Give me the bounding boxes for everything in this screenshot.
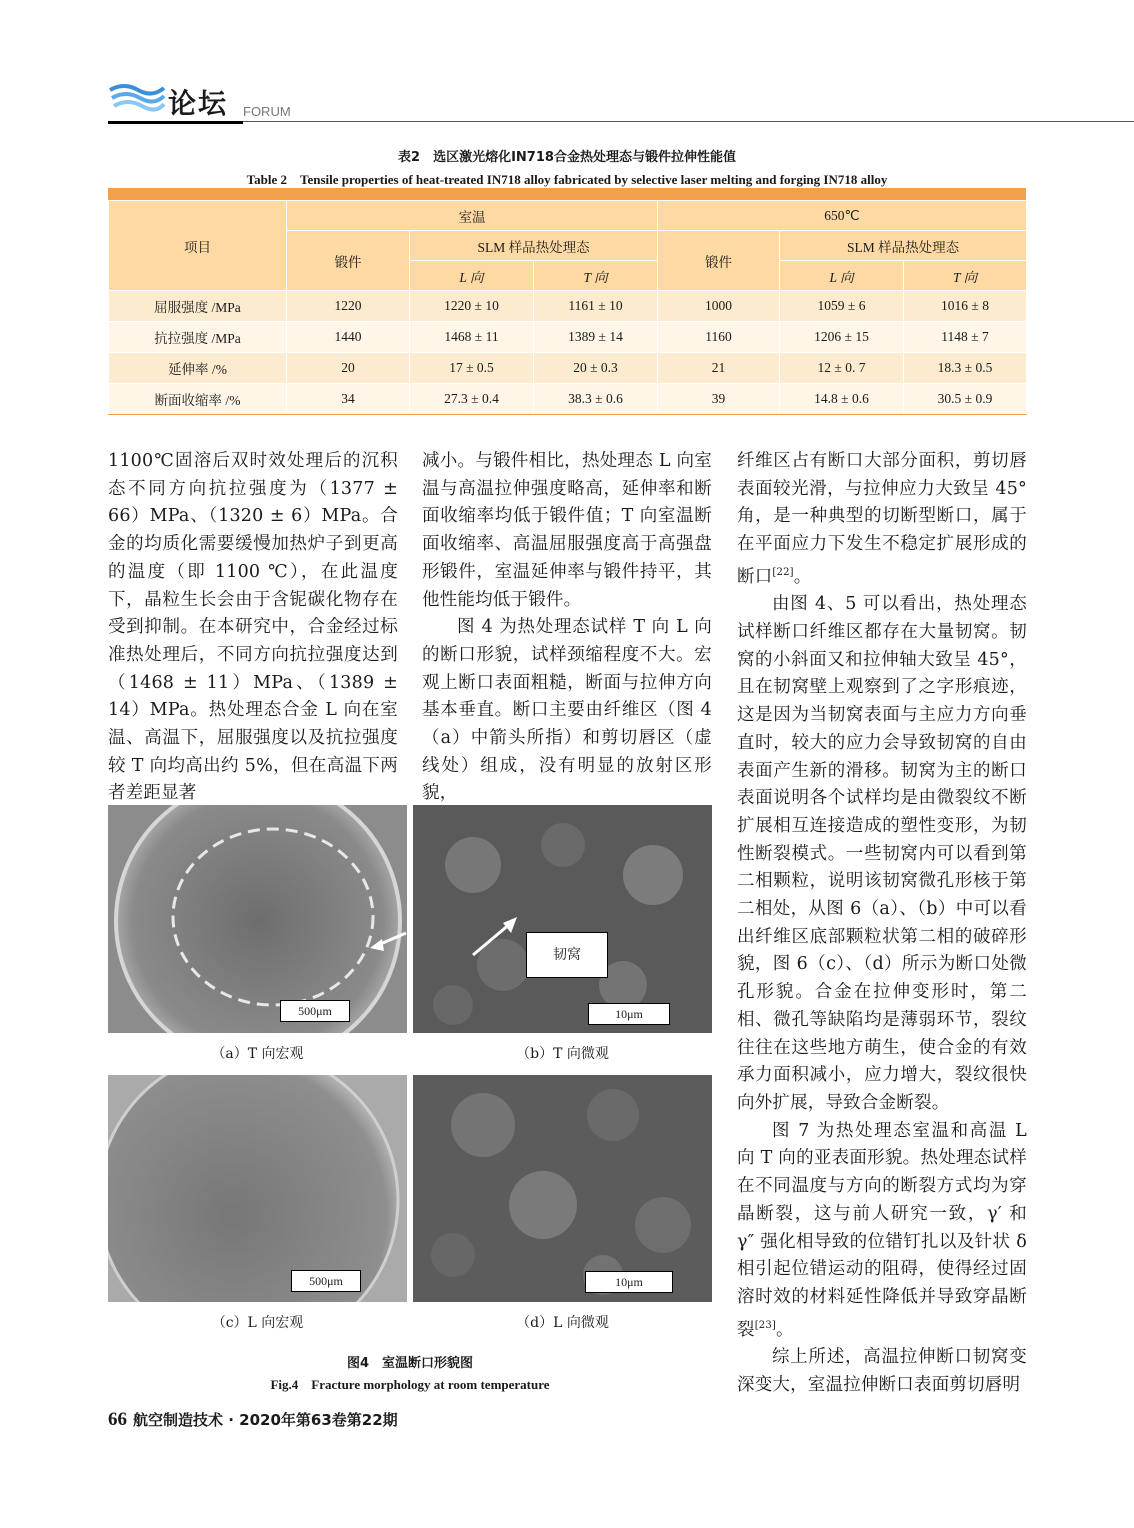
fracture-macro-image bbox=[108, 805, 407, 1033]
table-cell: 1000 bbox=[658, 291, 780, 322]
table-cell: 1206 ± 15 bbox=[780, 322, 904, 353]
forum-logo-waves-icon bbox=[108, 80, 166, 116]
body-text: 纤维区占有断口大部分面积，剪切唇表面较光滑，与拉伸应力大致呈 45° 角，是一种典型的切断型断口，属于在平面应力下发生不稳定扩展形成的断口 bbox=[737, 451, 1027, 587]
figure-a-t-macro bbox=[108, 805, 407, 1033]
table-cell: 20 ± 0.3 bbox=[534, 353, 658, 384]
table-cell: 21 bbox=[658, 353, 780, 384]
table-cell: 1389 ± 14 bbox=[534, 322, 658, 353]
table-cell: 20 bbox=[287, 353, 410, 384]
page-footer bbox=[108, 1409, 398, 1431]
table-cell: 27.3 ± 0.4 bbox=[410, 384, 534, 415]
table-row bbox=[109, 384, 1027, 415]
section-title: 论坛 bbox=[168, 87, 229, 120]
fracture-macro-image bbox=[108, 1075, 407, 1302]
table-row bbox=[109, 322, 1027, 353]
table-cell: 39 bbox=[658, 384, 780, 415]
scale-bar: 500μm bbox=[291, 1270, 361, 1292]
fracture-micro-image bbox=[413, 805, 712, 1033]
table-cell: 1160 bbox=[658, 322, 780, 353]
table-cell: 12 ± 0. 7 bbox=[780, 353, 904, 384]
table-header-forging: 锻件 bbox=[658, 231, 780, 291]
table-header-l: L 向 bbox=[780, 261, 904, 291]
body-paragraph bbox=[737, 448, 1027, 591]
table-cell: 1220 bbox=[287, 291, 410, 322]
table-top-bar bbox=[108, 188, 1026, 200]
table-header-item: 项目 bbox=[109, 201, 287, 291]
table-header-forging: 锻件 bbox=[287, 231, 410, 291]
table-cell: 1016 ± 8 bbox=[904, 291, 1027, 322]
table-cell: 1148 ± 7 bbox=[904, 322, 1027, 353]
table-row bbox=[109, 353, 1027, 384]
table-row-label: 抗拉强度 /MPa bbox=[109, 322, 287, 353]
header-rule bbox=[108, 121, 243, 124]
body-paragraph: 图 4 为热处理态试样 T 向 L 向的断口形貌，试样颈缩程度不大。宏观上断口表面粗糙，断面与拉伸方向基本垂直。断口主要由纤维区（图 4（a）中箭头所指）和剪切唇区（虚线处）组成，没有明显的放射区形貌， bbox=[422, 617, 712, 804]
table-header-l: L 向 bbox=[410, 261, 534, 291]
journal-info: 航空制造技术 · 2020年第63卷第22期 bbox=[133, 1411, 398, 1429]
table-header-t: T 向 bbox=[904, 261, 1027, 291]
table-header-room-temp: 室温 bbox=[287, 201, 658, 231]
body-paragraph bbox=[737, 1118, 1027, 1344]
table-cell: 1440 bbox=[287, 322, 410, 353]
body-text: 图 7 为热处理态室温和高温 L 向 T 向的亚表面形貌。热处理态试样在不同温度与方向的断裂方式均为穿晶断裂，这与前人研究一致，γ′ 和 γ″ 强化相导致的位错钉扎以及针状 δ 相引起位错运动的阻碍，使得经过固溶时效的材料延性降低并导致穿晶断裂 bbox=[737, 1120, 1027, 1340]
table-cell: 17 ± 0.5 bbox=[410, 353, 534, 384]
table-row-label: 屈服强度 /MPa bbox=[109, 291, 287, 322]
scale-bar: 10μm bbox=[588, 1003, 670, 1025]
table-row bbox=[109, 291, 1027, 322]
figure-c-caption: （c）L 向宏观 bbox=[211, 1315, 304, 1331]
body-column-2 bbox=[422, 448, 712, 808]
body-column-3 bbox=[737, 448, 1027, 1400]
body-paragraph: 由图 4、5 可以看出，热处理态试样断口纤维区都存在大量韧窝。韧窝的小斜面又和拉伸轴大致呈 45°，且在韧窝壁上观察到了之字形痕迹，这是因为当韧窝表面与主应力方向垂直时，较大的应力会导致韧窝的自由表面产生新的滑移。韧窝为主的断口表面说明各个试样均是由微裂纹不断扩展相互连接造成的塑性变形，为韧性断裂模式。一些韧窝内可以看到第二相颗粒，说明该韧窝微孔形核于第二相处，从图 6（a）、（b）中可以看出纤维区底部颗粒状第二相的破碎形貌，图 6（c）、（d）所示为断口处微孔形貌。合金在拉伸变形时，第二相、微孔等缺陷均是薄弱环节，裂纹往往在这些地方萌生，使合金的有效承力面积减小，应力增大，裂纹很快向外扩展，导致合金断裂。 bbox=[737, 594, 1027, 1113]
citation: [22] bbox=[772, 566, 794, 578]
figure-b-caption: （b）T 向微观 bbox=[516, 1046, 609, 1062]
dimple-label: 韧窝 bbox=[526, 932, 608, 978]
table-header-650: 650℃ bbox=[658, 201, 1027, 231]
body-paragraph: 1100℃固溶后双时效处理后的沉积态不同方向抗拉强度为（1377 ± 66）MPa、（1320 ± 6）MPa。合金的均质化需要缓慢加热炉子到更高的温度（即 1100 ℃），在此温度下，晶粒生长会由于含铌碳化物存在受到抑制。在本研究中，合金经过标准热处理后，不同方向抗拉强度达到（1468 ± 11）MPa、（1389 ± 14）MPa。热处理态合金 L 向在室温、高温下，屈服强度以及抗拉强度较 T 向均高出约 5%，但在高温下两者差距显著 bbox=[108, 451, 398, 804]
section-subtitle: FORUM bbox=[243, 104, 291, 119]
table-cell: 1468 ± 11 bbox=[410, 322, 534, 353]
tensile-properties-table bbox=[108, 188, 1026, 415]
body-paragraph: 综上所述，高温拉伸断口韧窝变深变大，室温拉伸断口表面剪切唇明 bbox=[737, 1347, 1027, 1395]
scale-bar: 10μm bbox=[585, 1271, 673, 1293]
table-header-slm: SLM 样品热处理态 bbox=[780, 231, 1027, 261]
table-cell: 1161 ± 10 bbox=[534, 291, 658, 322]
body-paragraph: 减小。与锻件相比，热处理态 L 向室温与高温拉伸强度略高，延伸率和断面收缩率均低于锻件值；T 向室温断面收缩率、高温屈服强度高于高强盘形锻件，室温延伸率与锻件持平，其他性能均低于锻件。 bbox=[422, 451, 712, 610]
table-cell: 38.3 ± 0.6 bbox=[534, 384, 658, 415]
table-cell: 18.3 ± 0.5 bbox=[904, 353, 1027, 384]
figure-c-l-macro bbox=[108, 1075, 407, 1302]
table-cell: 14.8 ± 0.6 bbox=[780, 384, 904, 415]
table-caption-en: Table 2 Tensile properties of heat-treated IN718 alloy fabricated by selective laser melting and forging IN718 alloy bbox=[246, 172, 888, 187]
body-text: 。 bbox=[793, 566, 812, 587]
table-header-slm: SLM 样品热处理态 bbox=[410, 231, 658, 261]
table-cell: 1059 ± 6 bbox=[780, 291, 904, 322]
table-cell: 34 bbox=[287, 384, 410, 415]
figure-caption-cn: 图4 室温断口形貌图 bbox=[346, 1356, 474, 1371]
table-caption-cn: 表2 选区激光熔化IN718合金热处理态与锻件拉伸性能值 bbox=[398, 150, 736, 165]
header-rule bbox=[243, 121, 1134, 122]
fracture-micro-image bbox=[413, 1075, 712, 1302]
figure-d-caption: （d）L 向微观 bbox=[516, 1315, 609, 1331]
figure-a-caption: （a）T 向宏观 bbox=[211, 1046, 304, 1062]
body-column-1 bbox=[108, 448, 398, 808]
table-cell: 30.5 ± 0.9 bbox=[904, 384, 1027, 415]
table-row-label: 延伸率 /% bbox=[109, 353, 287, 384]
figure-b-t-micro bbox=[413, 805, 712, 1033]
citation: [23] bbox=[754, 1319, 777, 1331]
figure-d-l-micro bbox=[413, 1075, 712, 1302]
body-text: 。 bbox=[776, 1319, 794, 1340]
table-cell: 1220 ± 10 bbox=[410, 291, 534, 322]
table-row-label: 断面收缩率 /% bbox=[109, 384, 287, 415]
page-number: 66 bbox=[108, 1409, 127, 1430]
scale-bar: 500μm bbox=[280, 1000, 350, 1022]
figure-caption-en: Fig.4 Fracture morphology at room temperature bbox=[270, 1377, 550, 1392]
table-header-t: T 向 bbox=[534, 261, 658, 291]
